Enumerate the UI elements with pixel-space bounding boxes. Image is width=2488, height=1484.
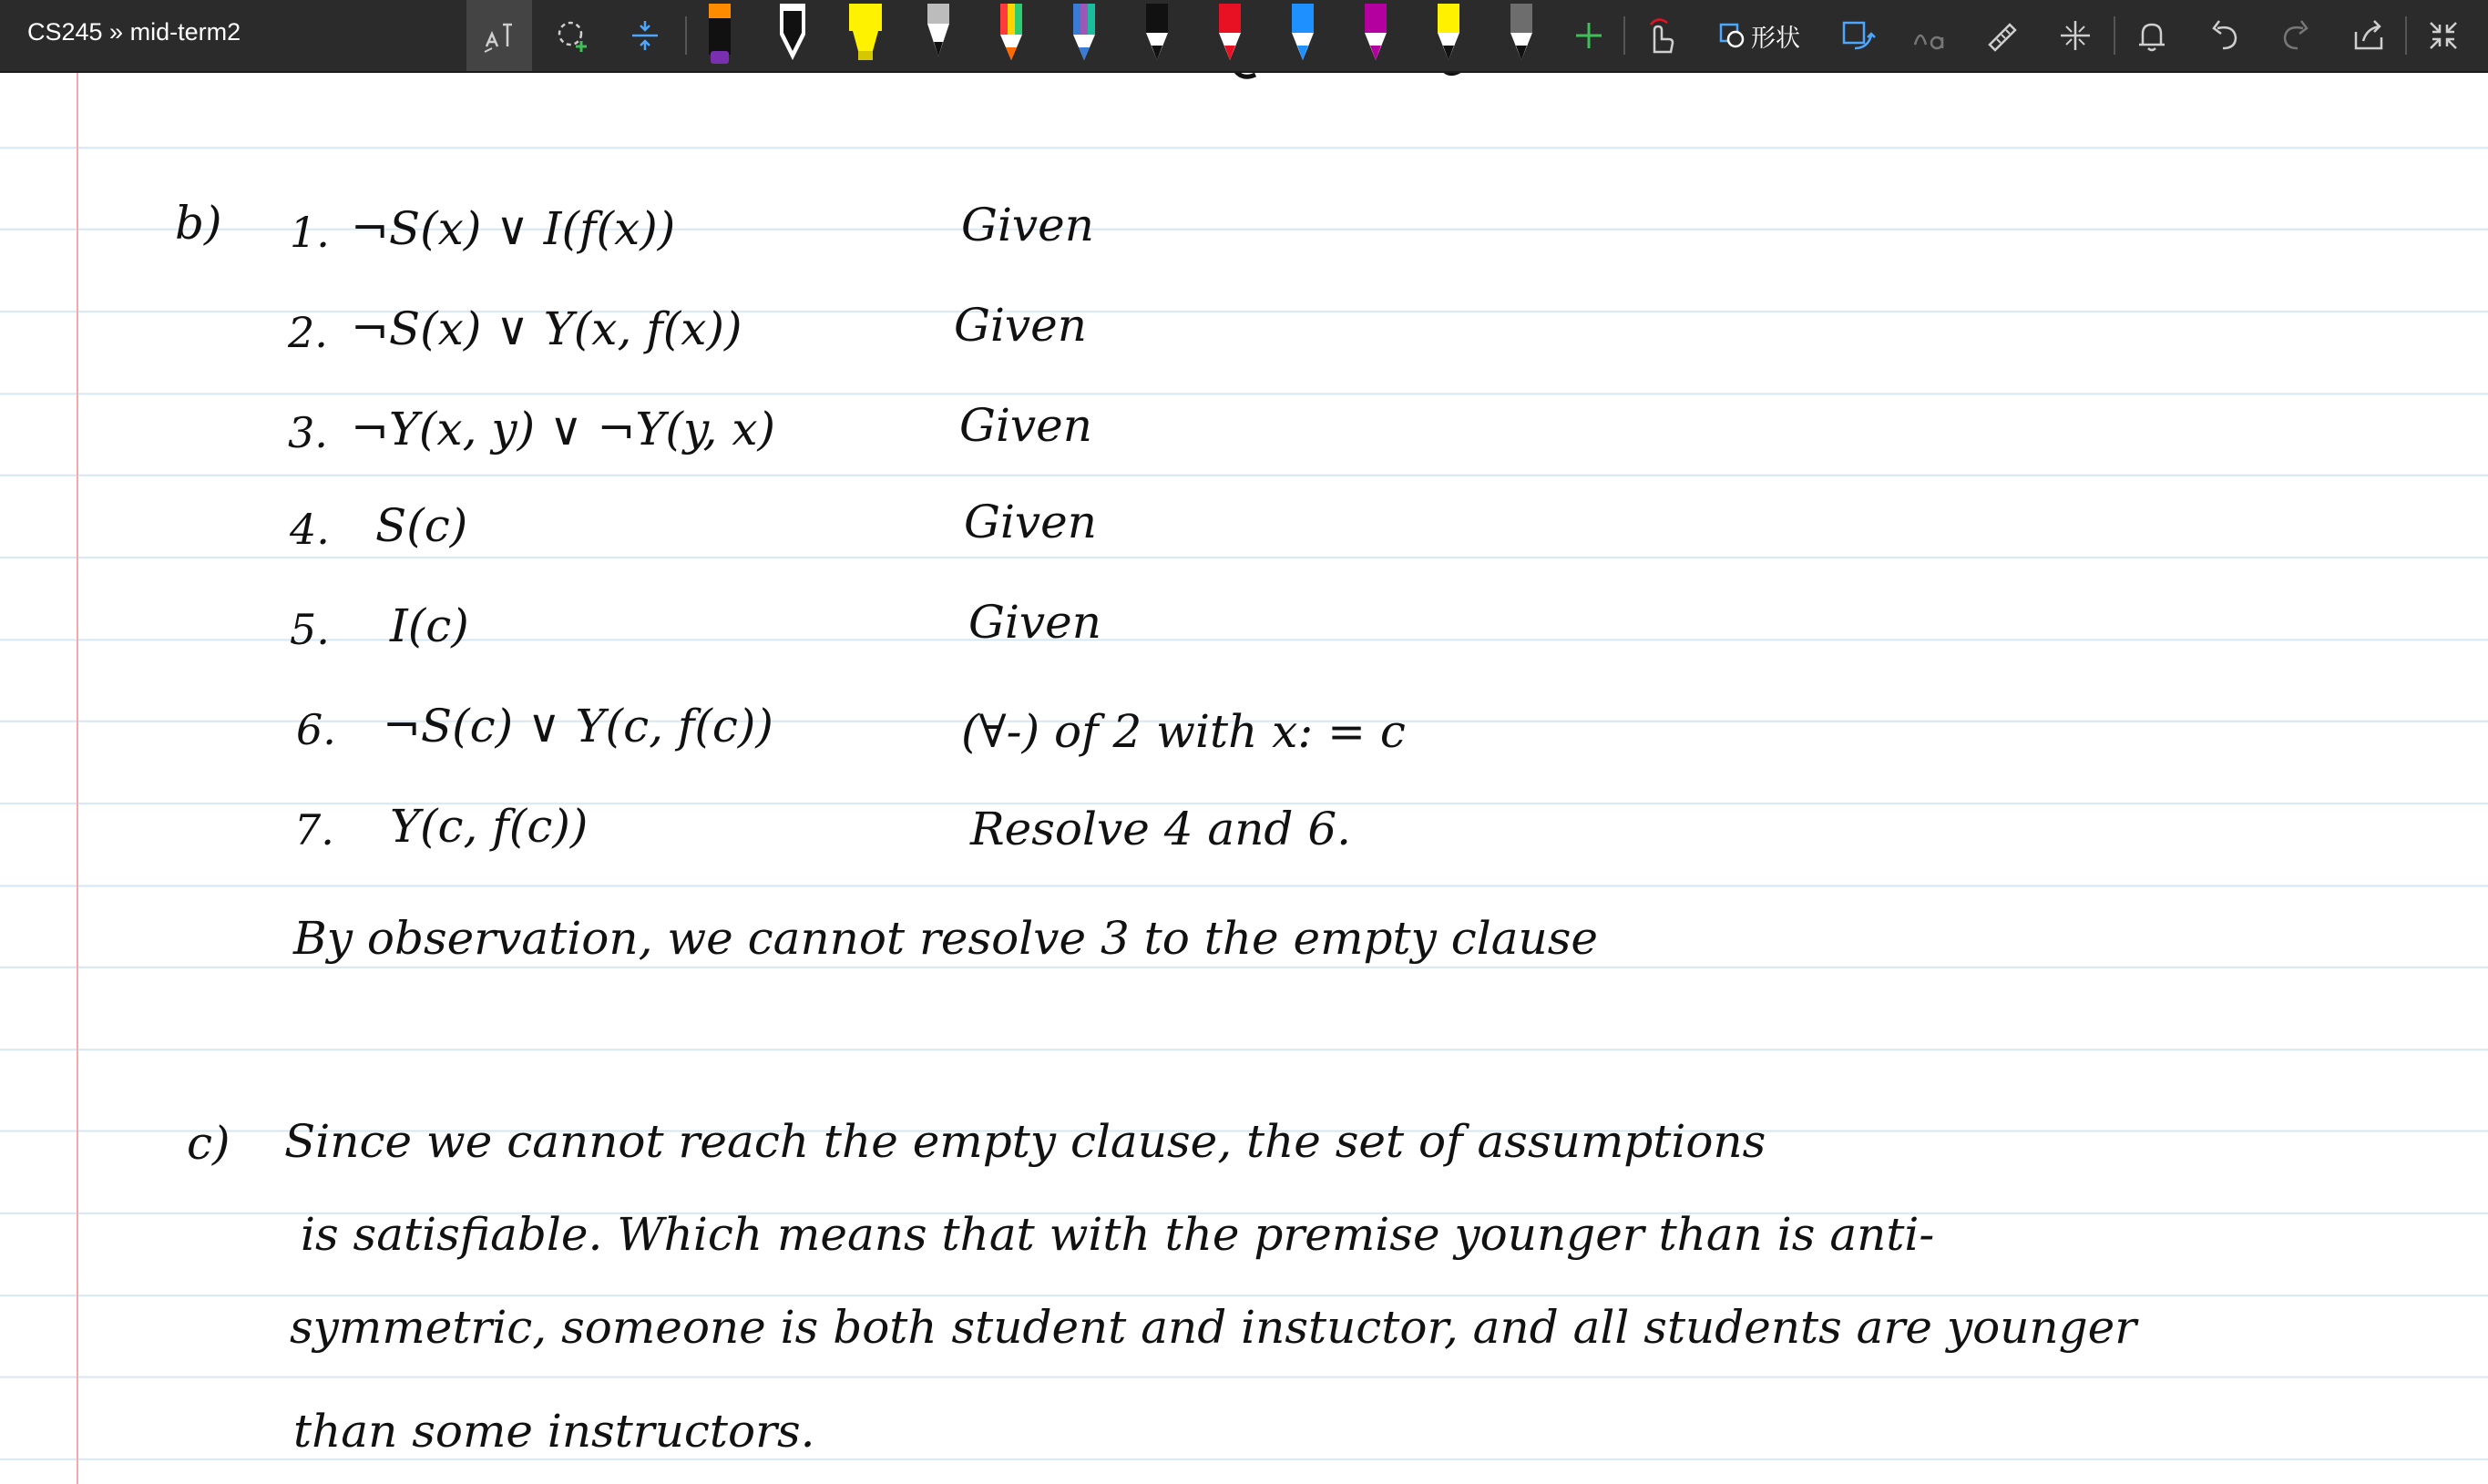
clause-expression: ¬S(x) ∨ I(f(x)) <box>351 202 676 255</box>
redo-icon <box>2278 17 2314 54</box>
add-space-icon <box>625 15 665 56</box>
part-c-line: Since we cannot reach the empty clause, the set of assumptions <box>284 1115 1766 1168</box>
shapes-button[interactable] <box>1709 0 1809 71</box>
pen-icon <box>1503 4 1540 67</box>
breadcrumb[interactable]: CS245 » mid-term2 <box>27 18 241 46</box>
add-pen-button[interactable] <box>1561 0 1616 71</box>
pen-red[interactable] <box>1204 0 1255 71</box>
clause-number: 7. <box>294 805 334 855</box>
pen-magenta[interactable] <box>1350 0 1401 71</box>
highlighter-yellow[interactable] <box>840 0 891 71</box>
notebook-canvas[interactable] <box>0 73 2488 1484</box>
part-c-line: than some instructors. <box>293 1405 815 1458</box>
notification-button[interactable] <box>2123 0 2181 71</box>
pen-icon <box>774 4 811 67</box>
clause-number: 3. <box>288 408 328 457</box>
ink-to-text-button[interactable] <box>466 0 532 71</box>
clause-number: 5. <box>290 605 330 654</box>
clause-justification: Given <box>961 199 1094 251</box>
plus-icon <box>1572 19 1605 52</box>
pen-icon <box>1357 4 1394 67</box>
undo-icon <box>2206 17 2243 54</box>
ink-to-shape-icon <box>1840 17 1877 54</box>
pen-icon <box>1139 4 1175 67</box>
bell-icon <box>2134 17 2170 54</box>
touch-draw-button[interactable] <box>1633 0 1687 71</box>
share-button[interactable] <box>2340 0 2398 71</box>
part-b-label: b) <box>175 197 222 250</box>
clause-justification: Given <box>959 399 1092 452</box>
pen-icon <box>1212 4 1248 67</box>
clause-expression: ¬Y(x, y) ∨ ¬Y(y, x) <box>351 403 776 455</box>
grid-snap-icon <box>2057 17 2094 54</box>
pencil-icon <box>920 4 957 67</box>
pen-galaxy-1[interactable] <box>986 0 1037 71</box>
highlighter-icon <box>845 4 886 67</box>
ink-to-shape-button[interactable] <box>1829 0 1888 71</box>
clause-justification: Resolve 4 and 6. <box>970 803 1352 855</box>
lasso-text-icon <box>479 15 519 56</box>
shapes-label: 形状 <box>1751 24 1800 52</box>
part-c-line: is satisfiable. Which means that with the premise younger than is anti- <box>301 1208 1935 1261</box>
ink-to-math-button[interactable] <box>1900 0 1959 71</box>
cropped-ink-stroke <box>1212 73 1485 93</box>
galaxy-pen-icon <box>1066 4 1102 67</box>
clause-justification: Given <box>964 496 1097 548</box>
ruler-icon <box>1984 17 2021 54</box>
pen-purple[interactable] <box>694 0 745 71</box>
clause-justification: Given <box>954 299 1087 352</box>
pen-blue[interactable] <box>1277 0 1328 71</box>
clause-expression: Y(c, f(c)) <box>390 800 589 853</box>
pen-icon <box>701 4 738 67</box>
clause-number: 6. <box>296 705 336 754</box>
pen-yellow[interactable] <box>1423 0 1474 71</box>
ribbon-toolbar <box>0 0 2488 73</box>
undo-button[interactable] <box>2196 0 2254 71</box>
clause-expression: ¬S(c) ∨ Y(c, f(c)) <box>383 700 773 752</box>
share-icon <box>2350 17 2387 54</box>
lasso-select-icon <box>552 15 592 56</box>
exit-fullscreen-button[interactable] <box>2414 0 2473 71</box>
clause-expression: ¬S(x) ∨ Y(x, f(x)) <box>351 302 742 355</box>
redo-button[interactable] <box>2267 0 2325 71</box>
clause-number: 4. <box>290 505 330 554</box>
shapes-icon <box>1718 22 1746 49</box>
clause-number: 1. <box>290 208 330 257</box>
add-space-button[interactable] <box>612 0 678 71</box>
clause-justification: Given <box>968 596 1101 649</box>
part-b-conclusion: By observation, we cannot resolve 3 to the empty clause <box>293 912 1599 965</box>
part-c-line: symmetric, someone is both student and instuctor, and all students are younger <box>290 1301 2137 1354</box>
clause-expression: S(c) <box>375 499 468 552</box>
ink-to-text-icon <box>1911 17 1948 54</box>
pen-icon <box>1285 4 1321 67</box>
ruler-button[interactable] <box>1973 0 2032 71</box>
clause-expression: I(c) <box>390 599 469 652</box>
clause-justification: (∀-) of 2 with x: = c <box>961 705 1406 758</box>
clause-number: 2. <box>288 308 328 357</box>
pen-gray[interactable] <box>1496 0 1547 71</box>
pen-icon <box>1430 4 1467 67</box>
pen-black-1[interactable] <box>767 0 818 71</box>
galaxy-pen-icon <box>993 4 1029 67</box>
pen-black-2[interactable] <box>1131 0 1183 71</box>
part-c-label: c) <box>187 1117 230 1170</box>
snap-button[interactable] <box>2046 0 2104 71</box>
lasso-select-button[interactable] <box>539 0 605 71</box>
pencil-gray[interactable] <box>913 0 964 71</box>
pen-galaxy-2[interactable] <box>1059 0 1110 71</box>
touch-hand-icon <box>1642 15 1678 56</box>
collapse-icon <box>2425 17 2462 54</box>
page-margin-line <box>77 73 78 1484</box>
